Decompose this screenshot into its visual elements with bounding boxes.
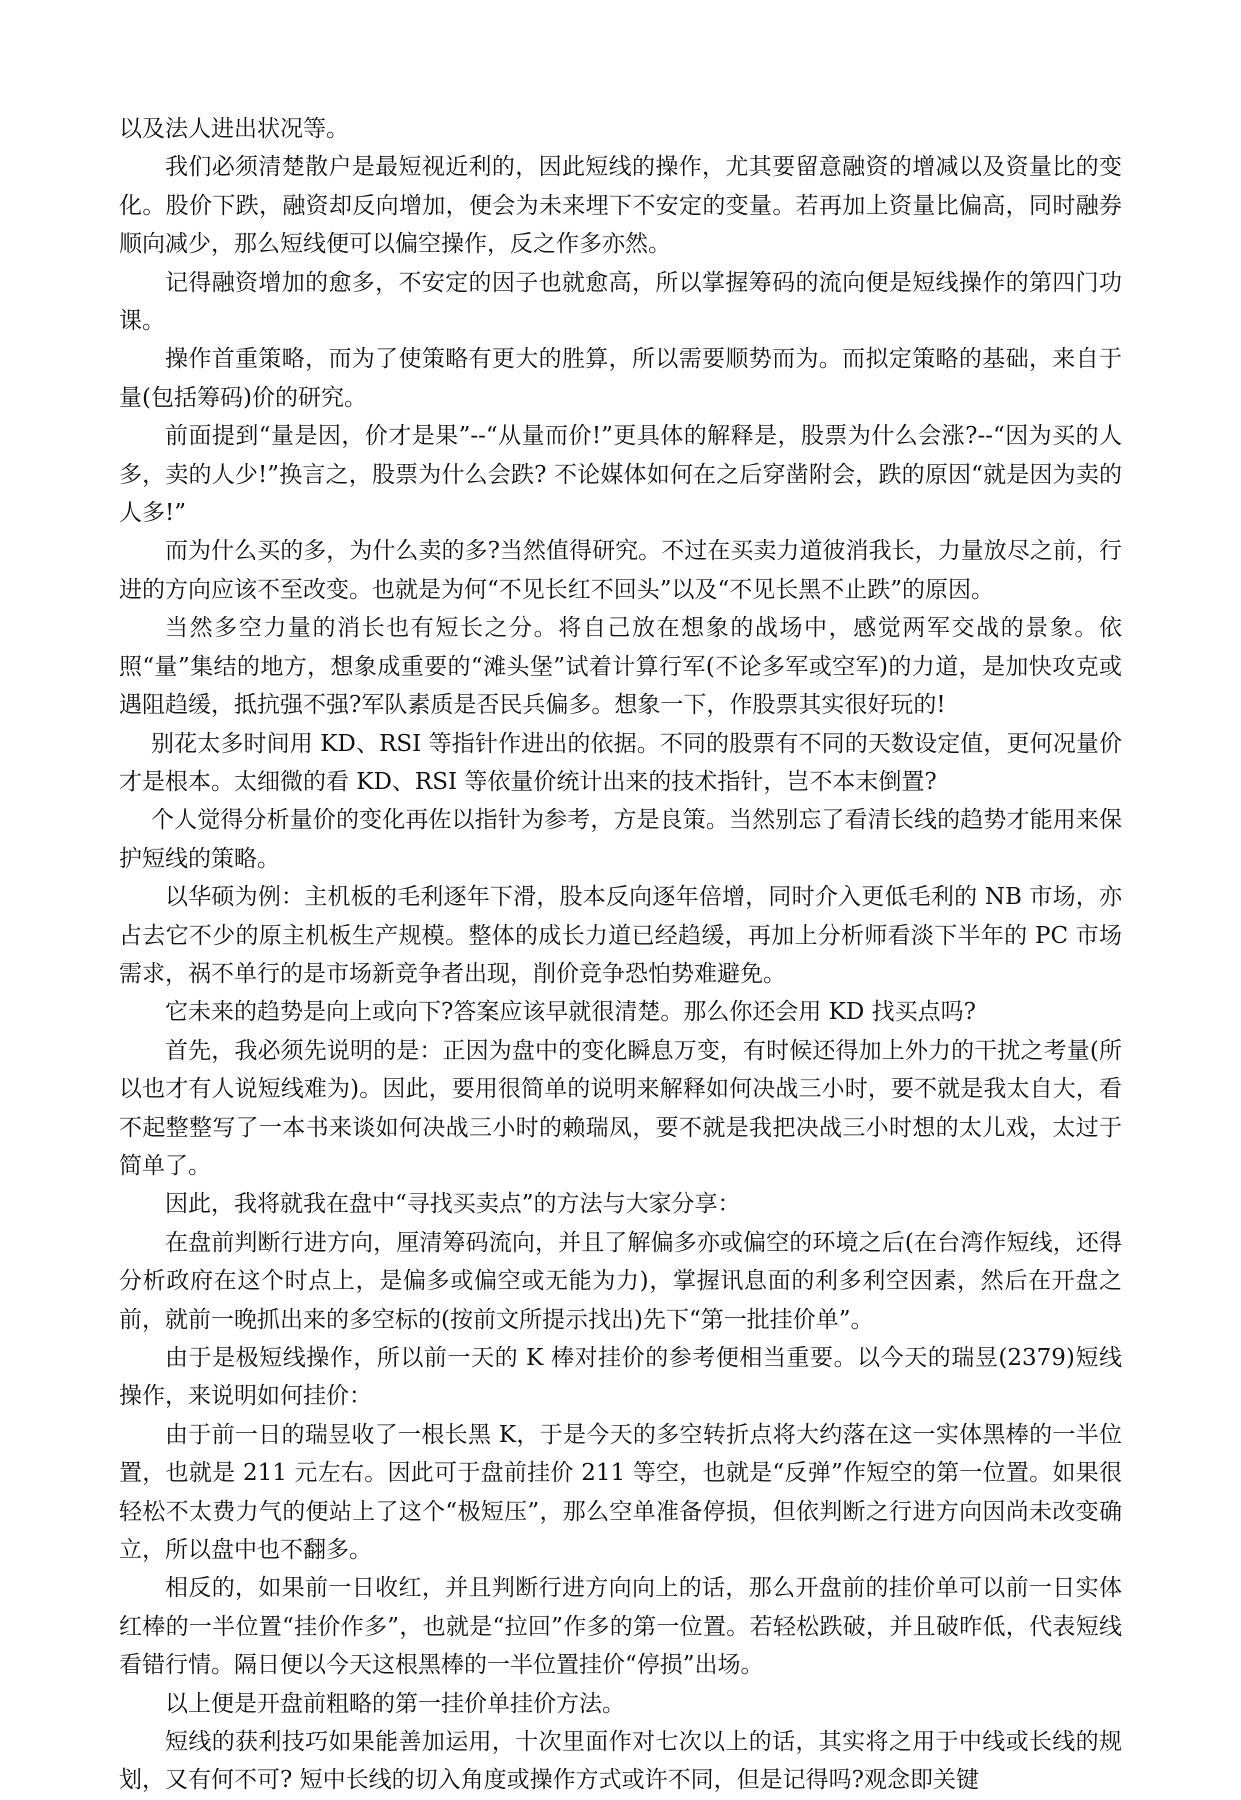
paragraph-17: 相反的，如果前一日收红，并且判断行进方向向上的话，那么开盘前的挂价单可以前一日实体红棒的一半位置“挂价作多”，也就是“拉回”作多的第一位置。若轻松跌破，并且破昨低，代表短线看错行情。隔日便以今天这根黑棒的一半位置挂价“停损”出场。: [119, 1575, 1122, 1679]
paragraph-7: 当然多空力量的消长也有短长之分。将自己放在想象的战场中，感觉两军交战的景象。依照“量”集结的地方，想象成重要的“滩头堡”试着计算行军(不论多军或空军)的力道，是加快攻克或遇阻趋缓，抵抗强不强?军队素质是否民兵偏多。想象一下，作股票其实很好玩的!: [119, 615, 1122, 719]
paragraph-4: 操作首重策略，而为了使策略有更大的胜算，所以需要顺势而为。而拟定策略的基础，来自于量(包括筹码)价的研究。: [119, 346, 1122, 411]
paragraph-5: 前面提到“量是因，价才是果”--“从量而价!”更具体的解释是，股票为什么会涨?--“因为买的人多，卖的人少!”换言之，股票为什么会跌? 不论媒体如何在之后穿凿附会，跌的原因“就是因为卖的人多!”: [119, 423, 1122, 527]
paragraph-16: 由于前一日的瑞昱收了一根长黑 K，于是今天的多空转折点将大约落在这一实体黑棒的一半位置，也就是 211 元左右。因此可于盘前挂价 211 等空，也就是“反弹”作短空的第一位置。如果很轻松不太费力气的便站上了这个“极短压”，那么空单准备停损，但依判断之行进方向因尚未改变确立，所以盘中也不翻多。: [119, 1421, 1122, 1564]
paragraph-8: 别花太多时间用 KD、RSI 等指针作进出的依据。不同的股票有不同的天数设定值，更何况量价才是根本。太细微的看 KD、RSI 等依量价统计出来的技术指针，岂不本末倒置?: [119, 730, 1122, 795]
paragraph-19: 短线的获利技巧如果能善加运用，十次里面作对七次以上的话，其实将之用于中线或长线的规划，又有何不可? 短中长线的切入角度或操作方式或许不同，但是记得吗?观念即关键: [119, 1729, 1122, 1794]
paragraph-2: 我们必须清楚散户是最短视近利的，因此短线的操作，尤其要留意融资的增减以及资量比的变化。股价下跌，融资却反向增加，便会为未来埋下不安定的变量。若再加上资量比偏高，同时融券顺向减少，那么短线便可以偏空操作，反之作多亦然。: [119, 154, 1122, 258]
paragraph-9: 个人觉得分析量价的变化再佐以指针为参考，方是良策。当然别忘了看清长线的趋势才能用来保护短线的策略。: [119, 807, 1122, 872]
paragraph-14: 在盘前判断行进方向，厘清筹码流向，并且了解偏多亦或偏空的环境之后(在台湾作短线，还得分析政府在这个时点上，是偏多或偏空或无能为力)，掌握讯息面的利多利空因素，然后在开盘之前，就前一晚抓出来的多空标的(按前文所提示找出)先下“第一批挂价单”。: [119, 1229, 1122, 1333]
paragraph-10: 以华硕为例：主机板的毛利逐年下滑，股本反向逐年倍增，同时介入更低毛利的 NB 市场，亦占去它不少的原主机板生产规模。整体的成长力道已经趋缓，再加上分析师看淡下半年的 PC 市场需求，祸不单行的是市场新竞争者出现，削价竞争恐怕势难避免。: [119, 884, 1122, 987]
paragraph-12: 首先，我必须先说明的是：正因为盘中的变化瞬息万变，有时候还得加上外力的干扰之考量(所以也才有人说短线难为)。因此，要用很简单的说明来解释如何决战三小时，要不就是我太自大，看不起整整写了一本书来谈如何决战三小时的赖瑞凤，要不就是我把决战三小时想的太儿戏，太过于简单了。: [119, 1037, 1122, 1179]
paragraph-13: 因此，我将就我在盘中“寻找买卖点”的方法与大家分享：: [165, 1191, 741, 1218]
paragraph-3: 记得融资增加的愈多，不安定的因子也就愈高，所以掌握筹码的流向便是短线操作的第四门功课。: [119, 269, 1122, 335]
paragraph-6: 而为什么买的多，为什么卖的多?当然值得研究。不过在买卖力道彼消我长，力量放尽之前，行进的方向应该不至改变。也就是为何“不见长红不回头”以及“不见长黑不止跌”的原因。: [119, 538, 1122, 603]
paragraph-1: 以及法人进出状况等。: [119, 116, 349, 142]
paragraph-11: 它未来的趋势是向上或向下?答案应该早就很清楚。那么你还会用 KD 找买点吗?: [165, 999, 976, 1026]
document-page: [119, 110, 1122, 1800]
paragraph-18: 以上便是开盘前粗略的第一挂价单挂价方法。: [165, 1690, 625, 1717]
paragraph-15: 由于是极短线操作，所以前一天的 K 棒对挂价的参考便相当重要。以今天的瑞昱(2379)短线操作，来说明如何挂价：: [119, 1345, 1122, 1410]
